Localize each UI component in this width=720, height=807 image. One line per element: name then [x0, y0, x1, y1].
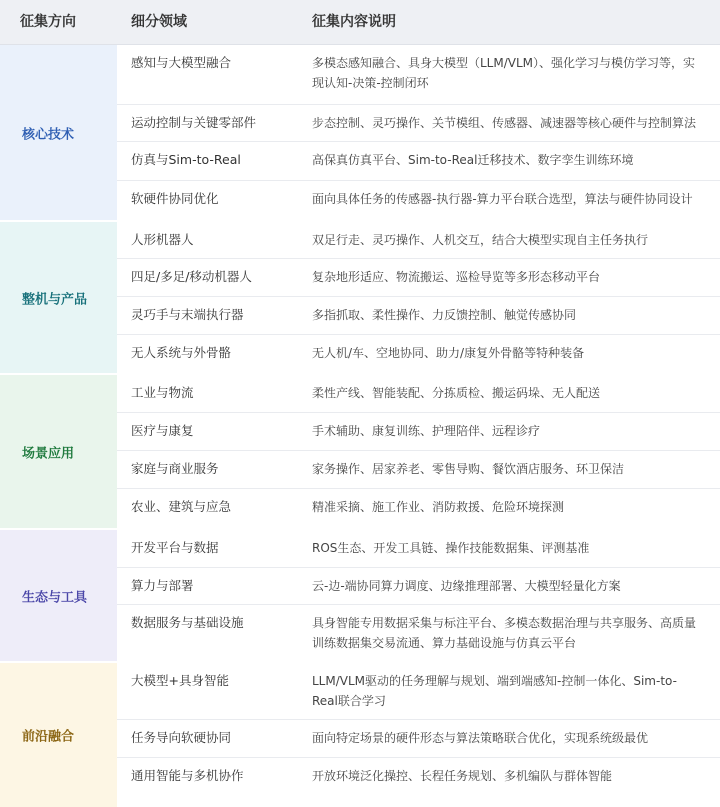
- table-row: [117, 605, 720, 661]
- table-row: [117, 181, 720, 220]
- table-row: [117, 489, 720, 528]
- description-cell: 手术辅助、康复训练、护理陪伴、远程诊疗: [312, 424, 541, 438]
- table-row: [117, 720, 720, 758]
- description-cell: 复杂地形适应、物流搬运、巡检导览等多形态移动平台: [312, 270, 601, 284]
- category-label: 场景应用: [22, 446, 75, 461]
- subfield-cell: 四足/多足/移动机器人: [131, 269, 252, 284]
- table-row: [117, 259, 720, 297]
- header-subfield: 细分领域: [131, 14, 187, 30]
- category-scenario-apps: [0, 375, 117, 528]
- subfield-cell: 通用智能与多机协作: [131, 768, 244, 783]
- description-cell: 具身智能专用数据采集与标注平台、多模态数据治理与共享服务、高质量训练数据集交易流通、算力基础设施与仿真云平台: [312, 616, 697, 650]
- description-cell: LLM/VLM驱动的任务理解与规划、端到端感知-控制一体化、Sim-to-Real联合学习: [312, 674, 677, 708]
- category-label: 前沿融合: [22, 729, 75, 745]
- subfield-cell: 无人系统与外骨骼: [131, 345, 232, 360]
- table-row: [117, 222, 720, 259]
- subfield-cell: 大模型+具身智能: [131, 673, 229, 688]
- table-row: [117, 375, 720, 413]
- header-description: 征集内容说明: [312, 14, 396, 30]
- category-ecosystem-tools: [0, 530, 117, 661]
- description-cell: 步态控制、灵巧操作、关节模组、传感器、减速器等核心硬件与控制算法: [312, 116, 697, 130]
- table-row: [117, 451, 720, 489]
- description-cell: 高保真仿真平台、Sim-to-Real迁移技术、数字孪生训练环境: [312, 153, 634, 167]
- subfield-cell: 医疗与康复: [131, 423, 194, 438]
- category-label: 生态与工具: [22, 590, 88, 605]
- table-header: [0, 0, 720, 45]
- subfield-cell: 感知与大模型融合: [131, 55, 232, 70]
- description-cell: 面向具体任务的传感器-执行器-算力平台联合选型，算法与硬件协同设计: [312, 192, 693, 206]
- table-row: [117, 297, 720, 335]
- subfield-cell: 工业与物流: [131, 385, 194, 400]
- description-cell: 家务操作、居家养老、零售导购、餐饮酒店服务、环卫保洁: [312, 462, 625, 476]
- description-cell: 云-边-端协同算力调度、边缘推理部署、大模型轻量化方案: [312, 579, 621, 593]
- description-cell: 无人机/车、空地协同、助力/康复外骨骼等特种装备: [312, 346, 585, 360]
- category-label: 整机与产品: [22, 292, 88, 307]
- description-cell: 开放环境泛化操控、长程任务规划、多机编队与群体智能: [312, 769, 613, 783]
- table-row: [117, 142, 720, 181]
- table-row: [117, 335, 720, 373]
- subfield-cell: 数据服务与基础设施: [131, 615, 244, 630]
- subfield-cell: 开发平台与数据: [131, 540, 219, 555]
- category-frontier-fusion: [0, 663, 117, 807]
- category-core-tech: [0, 45, 117, 220]
- description-cell: 柔性产线、智能装配、分拣质检、搬运码垛、无人配送: [312, 386, 601, 400]
- description-cell: ROS生态、开发工具链、操作技能数据集、评测基准: [312, 541, 590, 555]
- table-row: [117, 105, 720, 142]
- subfield-cell: 家庭与商业服务: [131, 461, 219, 476]
- description-cell: 双足行走、灵巧操作、人机交互，结合大模型实现自主任务执行: [312, 233, 649, 247]
- subfield-cell: 农业、建筑与应急: [131, 499, 232, 514]
- table-row: [117, 45, 720, 105]
- description-cell: 面向特定场景的硬件形态与算法策略联合优化，实现系统级最优: [312, 731, 649, 745]
- description-cell: 多指抓取、柔性操作、力反馈控制、触觉传感协同: [312, 308, 577, 322]
- table-row: [117, 663, 720, 720]
- table-row: [117, 413, 720, 451]
- subfield-cell: 软硬件协同优化: [131, 191, 219, 206]
- table-row: [117, 568, 720, 605]
- subfield-cell: 运动控制与关键零部件: [131, 115, 257, 130]
- subfield-cell: 仿真与Sim-to-Real: [131, 152, 241, 167]
- header-direction: 征集方向: [20, 14, 76, 30]
- subfield-cell: 人形机器人: [131, 232, 194, 247]
- subfield-cell: 算力与部署: [131, 578, 194, 593]
- subfield-cell: 灵巧手与末端执行器: [131, 307, 244, 322]
- table-row: [117, 758, 720, 807]
- description-cell: 精准采摘、施工作业、消防救援、危险环境探测: [312, 500, 565, 514]
- category-machines-products: [0, 222, 117, 373]
- table-row: [117, 530, 720, 568]
- description-cell: 多模态感知融合、具身大模型（LLM/VLM）、强化学习与模仿学习等，实现认知-决策-控制闭环: [312, 56, 696, 90]
- subfield-cell: 任务导向软硬协同: [131, 730, 232, 745]
- category-label: 核心技术: [22, 127, 75, 142]
